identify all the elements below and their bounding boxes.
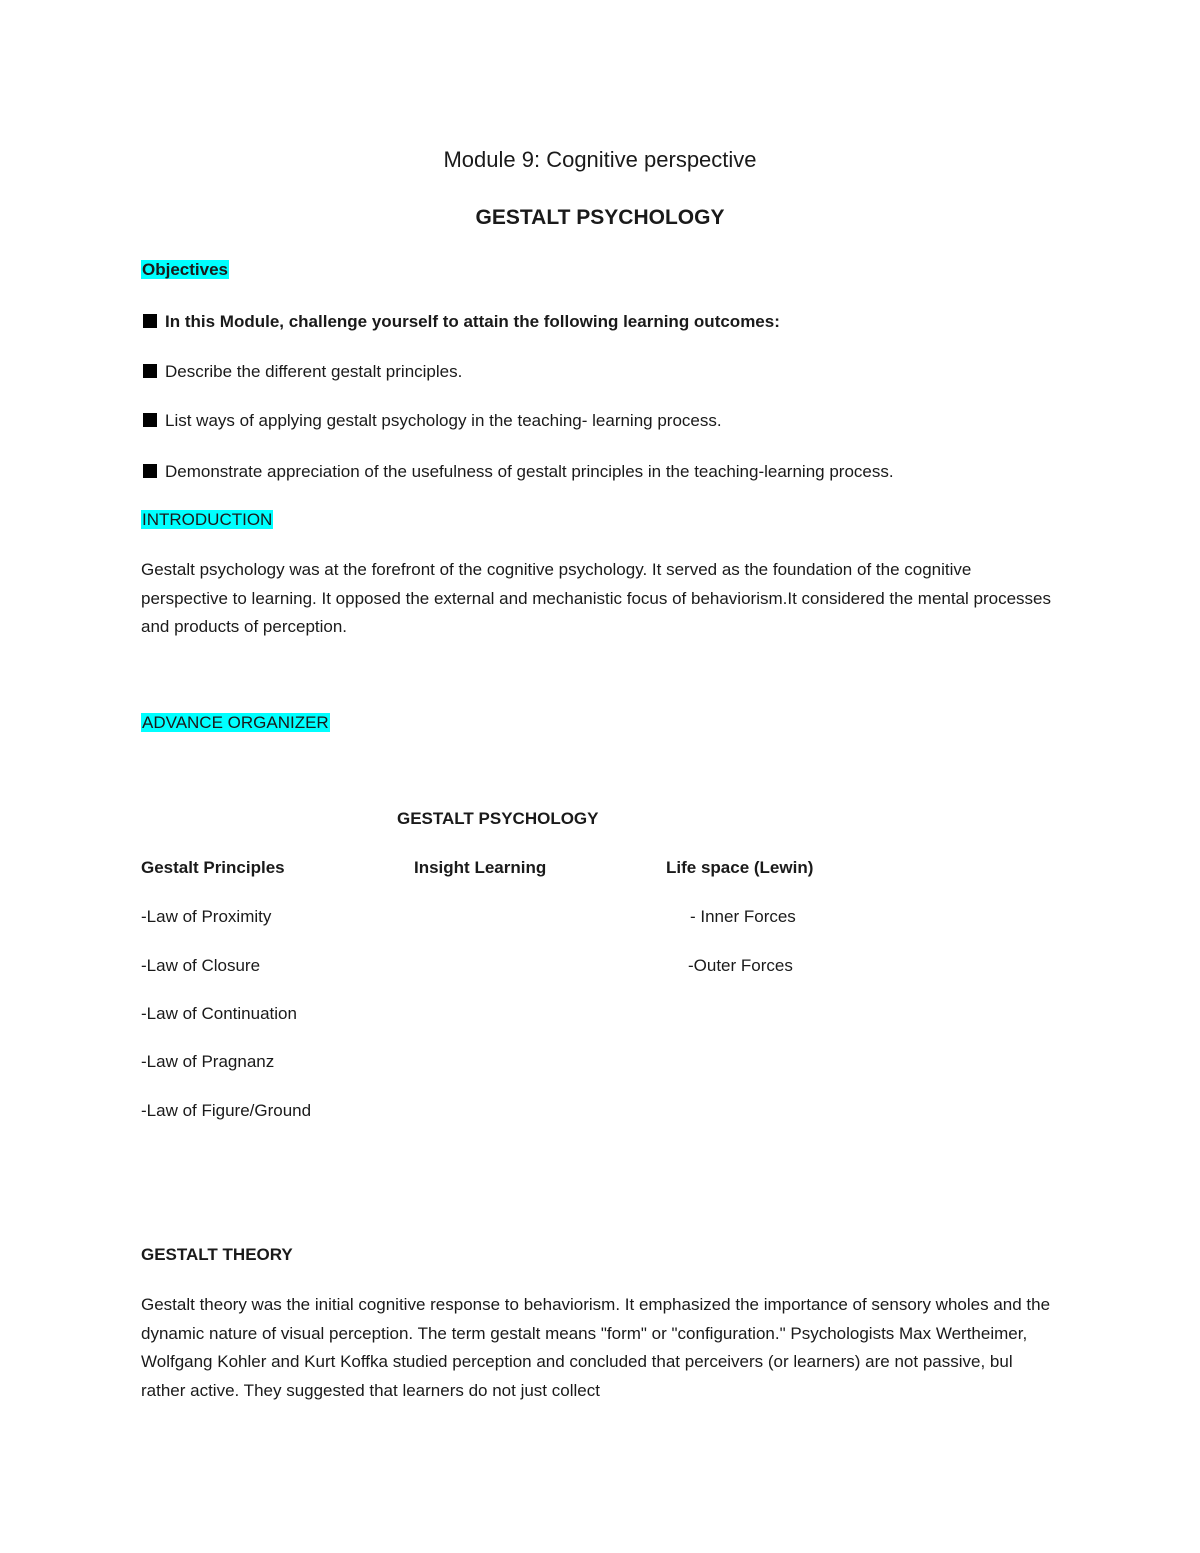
theory-heading: GESTALT THEORY bbox=[141, 1245, 293, 1264]
theory-paragraph: Gestalt theory was the initial cognitive response to behaviorism. It emphasized the importance of sensory wholes and the dynamic nature of visual perception. The term gestalt means "form" or "configuration." Psychologists Max Wertheimer, Wolfgang Kohler and Kurt Koffka studied perception and concluded that perceivers (or learners) are not passive, bul rather active. They suggested that learners do not just collect bbox=[141, 1295, 1051, 1400]
objectives-intro-text: In this Module, challenge yourself to attain the following learning outcomes: bbox=[165, 312, 780, 331]
organizer-principle-item: -Law of Figure/Ground bbox=[141, 1101, 312, 1120]
objective-item bbox=[143, 410, 722, 432]
advance-organizer-heading bbox=[141, 712, 330, 734]
organizer-title: GESTALT PSYCHOLOGY bbox=[397, 809, 599, 828]
objective-text: Describe the different gestalt principles. bbox=[165, 362, 463, 381]
objectives-heading-text: Objectives bbox=[142, 260, 228, 279]
square-bullet-icon bbox=[143, 464, 157, 478]
organizer-lifespace-item: - Inner Forces bbox=[690, 907, 796, 926]
objectives-intro bbox=[143, 311, 780, 333]
organizer-principle-item: -Law of Proximity bbox=[141, 907, 272, 926]
organizer-principle-item: -Law of Pragnanz bbox=[141, 1052, 275, 1071]
introduction-heading-text: INTRODUCTION bbox=[142, 510, 273, 529]
square-bullet-icon bbox=[143, 413, 157, 427]
objective-item bbox=[143, 461, 894, 483]
organizer-col1-heading: Gestalt Principles bbox=[141, 858, 285, 877]
organizer-col2-heading: Insight Learning bbox=[414, 858, 547, 877]
objective-text: List ways of applying gestalt psychology in the teaching- learning process. bbox=[165, 411, 722, 430]
advance-organizer-heading-text: ADVANCE ORGANIZER bbox=[142, 713, 329, 732]
organizer-col3-heading: Life space (Lewin) bbox=[666, 858, 814, 877]
square-bullet-icon bbox=[143, 314, 157, 328]
square-bullet-icon bbox=[143, 364, 157, 378]
organizer-principle-item: -Law of Continuation bbox=[141, 1004, 297, 1023]
introduction-heading bbox=[141, 509, 273, 531]
page-title: Module 9: Cognitive perspective bbox=[443, 147, 757, 172]
organizer-principle-item: -Law of Closure bbox=[141, 956, 261, 975]
objective-text: Demonstrate appreciation of the usefulness of gestalt principles in the teaching-learning process. bbox=[165, 462, 894, 481]
organizer-lifespace-item: -Outer Forces bbox=[688, 956, 793, 975]
objective-item bbox=[143, 361, 462, 383]
page-subtitle: GESTALT PSYCHOLOGY bbox=[475, 206, 725, 229]
objectives-heading bbox=[141, 259, 229, 281]
introduction-paragraph: Gestalt psychology was at the forefront of the cognitive psychology. It served as the foundation of the cognitive perspective to learning. It opposed the external and mechanistic focus of behaviorism.It considered the mental processes and products of perception. bbox=[141, 560, 1052, 636]
